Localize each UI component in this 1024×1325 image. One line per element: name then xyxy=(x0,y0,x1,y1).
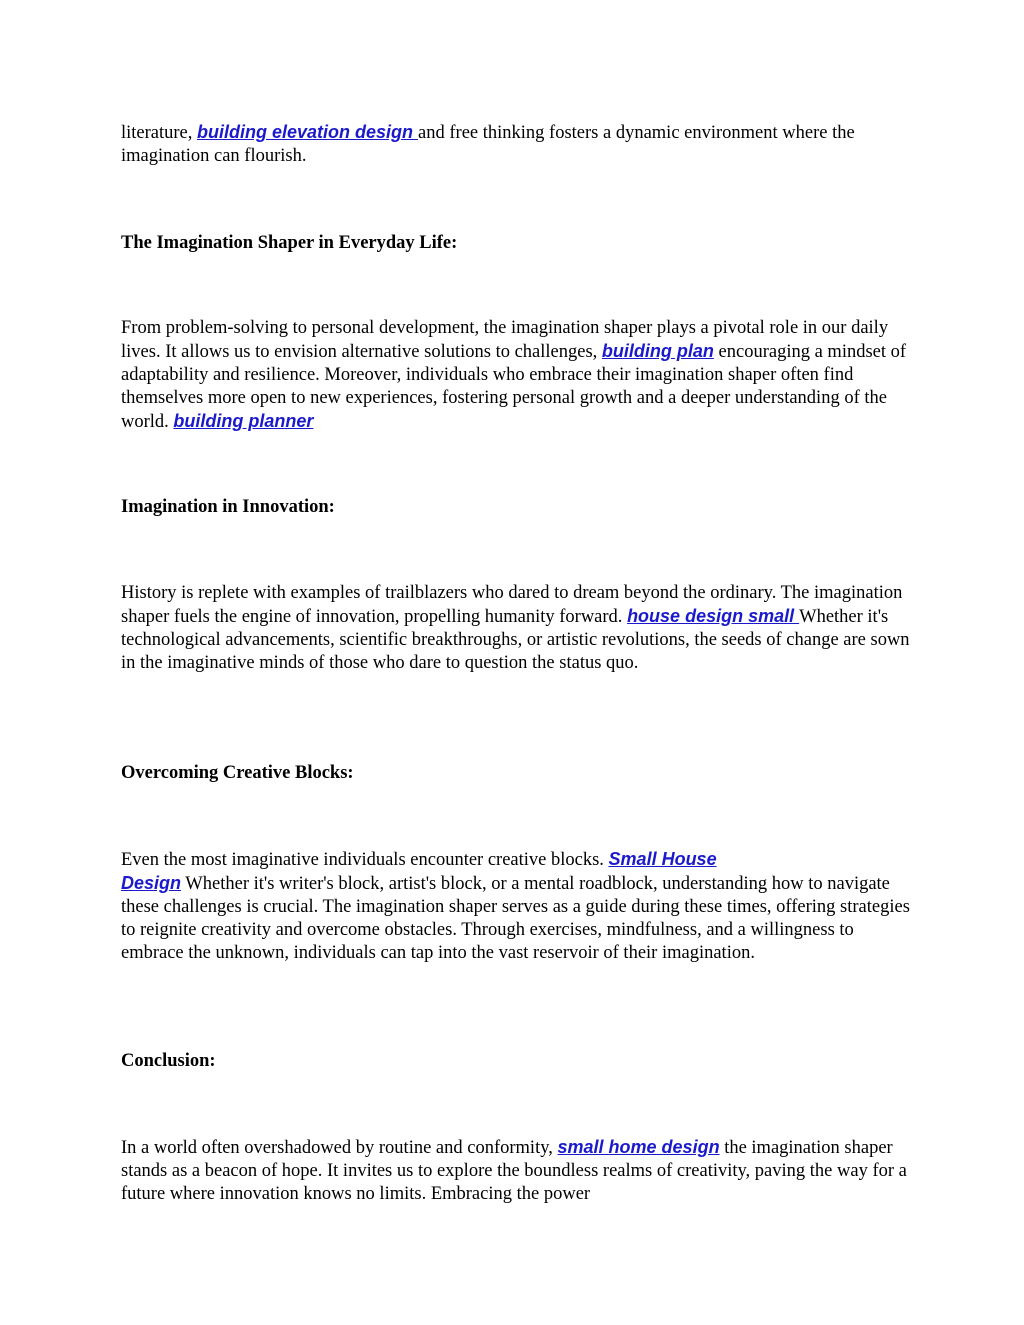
link-building-plan[interactable]: building plan xyxy=(601,341,714,361)
paragraph-text: and free thinking fosters a dynamic environment where the imagination can flourish. xyxy=(121,123,855,166)
link-house-design-small[interactable]: house design small xyxy=(627,606,800,626)
heading-innovation: Imagination in Innovation: xyxy=(121,497,335,517)
link-text: Design xyxy=(121,873,182,893)
paragraph-text: the imagination shaper stands as a beacon of hope. It invites us to explore the boundless realms of creativity, paving the way for a future where innovation knows no limits. Embracing the power xyxy=(121,1138,907,1204)
heading-conclusion: Conclusion: xyxy=(121,1051,216,1071)
paragraph-conclusion xyxy=(121,1136,911,1206)
paragraph-everyday-life xyxy=(121,317,911,434)
paragraph-text: From problem-solving to personal development, the imagination shaper plays a pivotal role in our daily lives. It allows us to envision alternative solutions to challenges, xyxy=(121,318,889,362)
paragraph-text: encouraging a mindset of adaptability and resilience. Moreover, individuals who embrace their imagination shaper often find themselves more open to new experiences, fostering personal growth and a deeper understanding of the world. xyxy=(121,342,907,432)
paragraph-creative-blocks xyxy=(121,848,911,965)
paragraph-text: In a world often overshadowed by routine and conformity, xyxy=(121,1138,558,1158)
link-building-elevation-design[interactable]: building elevation design xyxy=(197,122,419,142)
link-text: Small House xyxy=(608,849,717,869)
heading-everyday-life: The Imagination Shaper in Everyday Life: xyxy=(121,233,458,253)
link-building-planner[interactable]: building planner xyxy=(173,411,314,431)
paragraph-innovation xyxy=(121,582,911,675)
heading-creative-blocks: Overcoming Creative Blocks: xyxy=(121,763,354,783)
paragraph-intro xyxy=(121,121,911,168)
paragraph-text: Even the most imaginative individuals encounter creative blocks. xyxy=(121,850,609,870)
paragraph-text: Whether it's writer's block, artist's block, or a mental roadblock, understanding how to navigate these challenges is crucial. The imagination shaper serves as a guide during these times, offering strategies to reignite creativity and overcome obstacles. Through exercises, mindfulness, and a willingness to embrace the unknown, individuals can tap into the vast reservoir of their imagination. xyxy=(121,874,910,963)
paragraph-text: History is replete with examples of trailblazers who dared to dream beyond the ordinary. The imagination shaper fuels the engine of innovation, propelling humanity forward. xyxy=(121,583,903,627)
link-small-home-design[interactable]: small home design xyxy=(557,1137,720,1157)
paragraph-text: literature, xyxy=(121,123,198,143)
paragraph-text: Whether it's technological advancements, scientific breakthroughs, or artistic revolutions, the seeds of change are sown in the imaginative minds of those who dare to question the status quo. xyxy=(121,607,910,673)
